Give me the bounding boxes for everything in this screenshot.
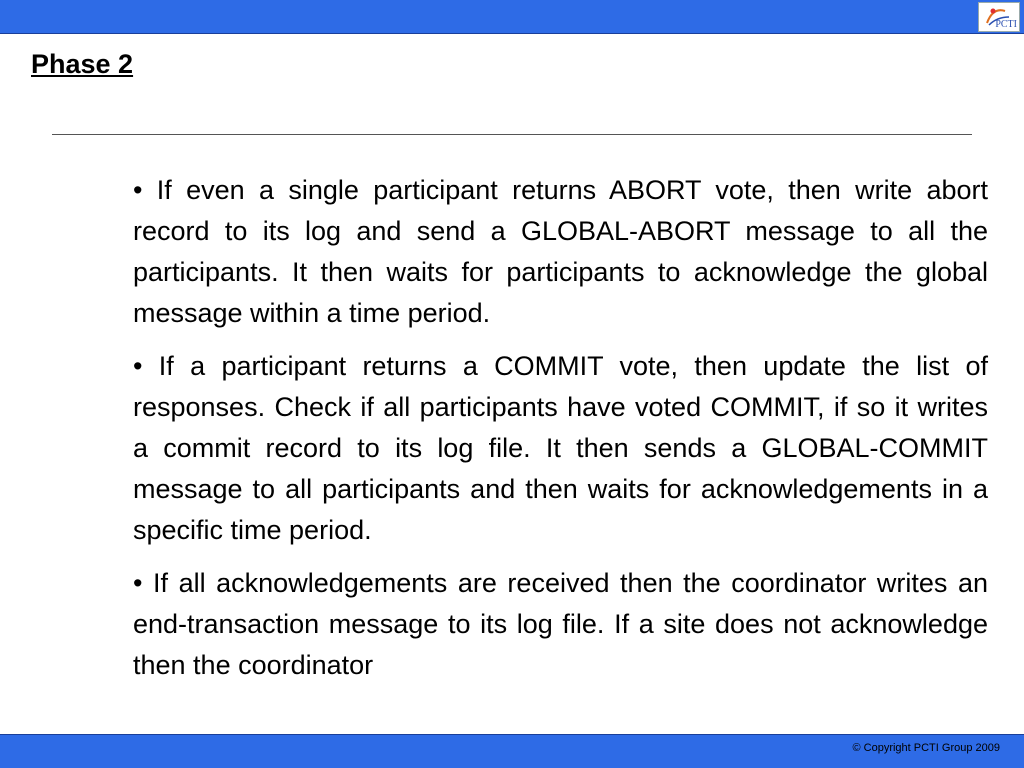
logo-text: PCTI <box>995 19 1017 30</box>
title-divider <box>52 134 972 135</box>
pcti-logo <box>978 2 1020 32</box>
bullet-item: • If even a single participant returns ABORT vote, then write abort record to its log and send a GLOBAL-ABORT message to all the participants. It then waits for participants to acknowledge the global message within a time period. <box>133 175 988 328</box>
bullet-item: • If all acknowledgements are received then the coordinator writes an end-transaction message to its log file. If a site does not acknowledge then the coordinator <box>133 568 988 680</box>
slide-body <box>133 170 988 698</box>
bullet-item: • If a participant returns a COMMIT vote, then update the list of responses. Check if all participants have voted COMMIT, if so it writes a commit record to its log file. It then sends a GLOBAL-COMMIT message to all participants and then waits for acknowledgements in a specific time period. <box>133 351 988 545</box>
footer-copyright: © Copyright PCTI Group 2009 <box>852 742 1000 754</box>
top-bar <box>0 0 1024 34</box>
slide-title: Phase 2 <box>31 49 134 79</box>
